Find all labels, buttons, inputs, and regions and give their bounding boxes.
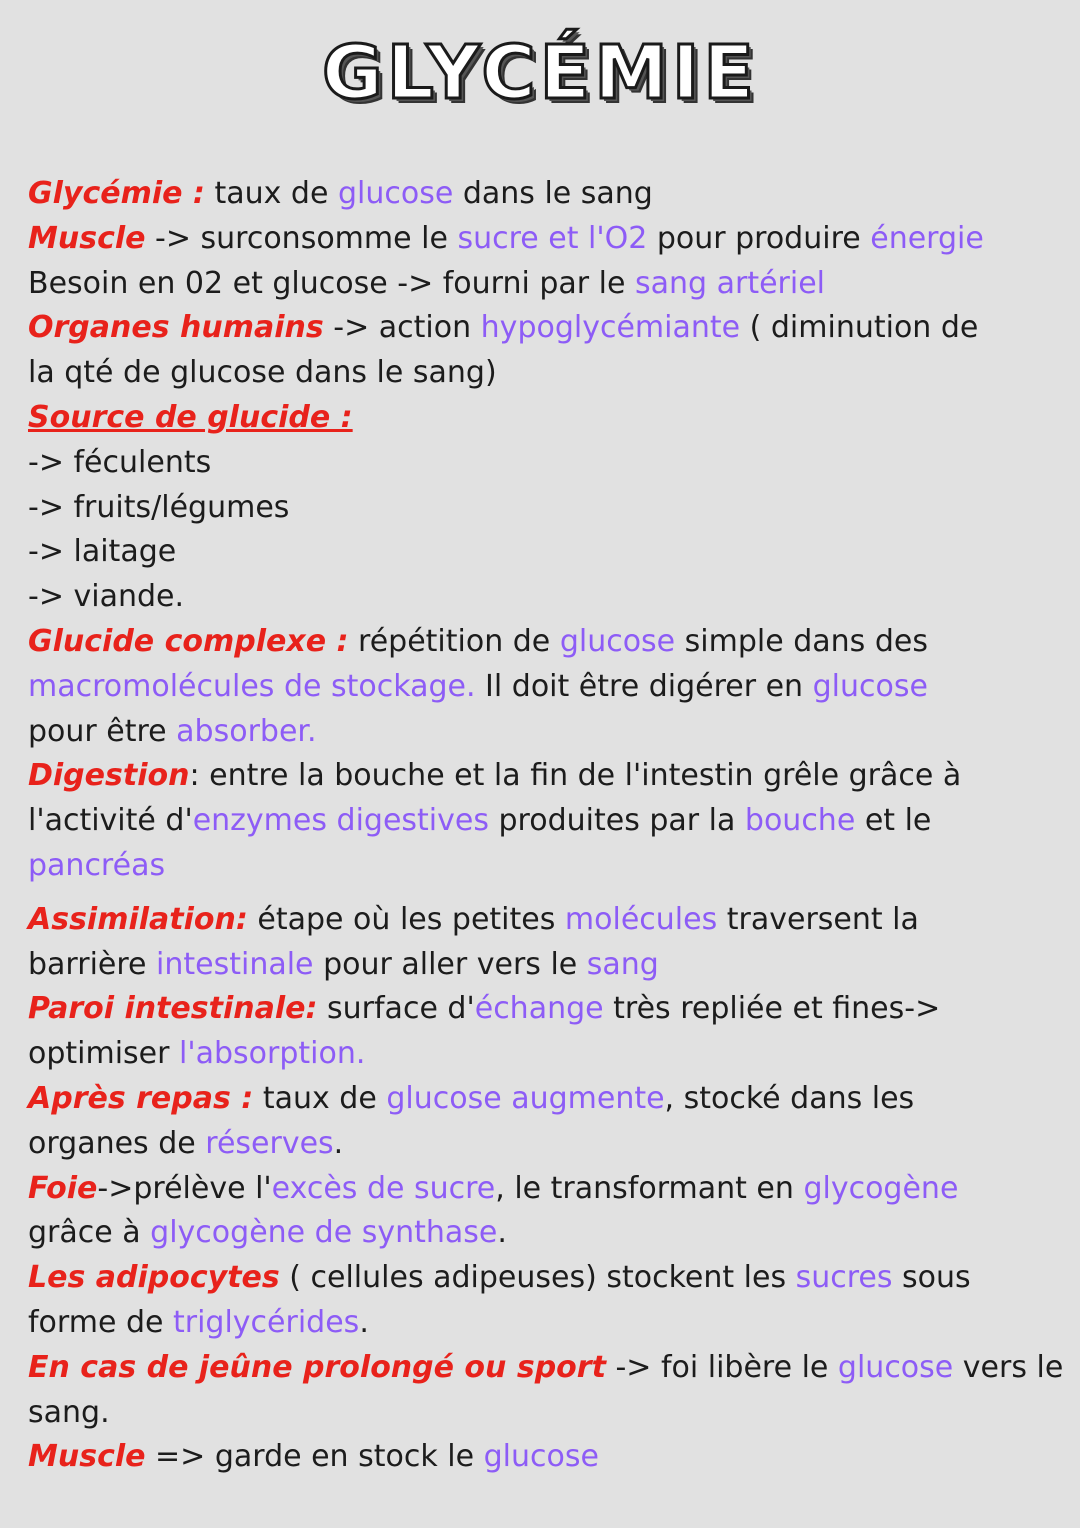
keyword: réserves: [205, 1125, 334, 1161]
keyword: macromolécules de stockage.: [28, 668, 476, 704]
line-besoin: [28, 262, 1068, 307]
keyword: glucose: [559, 623, 676, 659]
line-paroi: [28, 987, 1068, 1032]
term: Digestion: [28, 758, 190, 794]
page-title: GLYCÉMIE: [322, 30, 758, 116]
line-digestion: [28, 754, 1068, 799]
keyword: l'absorption.: [179, 1036, 366, 1072]
term: Organes humains: [28, 310, 324, 346]
term: Muscle: [28, 220, 146, 256]
line-organes-cont: [28, 351, 1068, 396]
text: -> féculents: [28, 444, 212, 480]
text: : entre la bouche et la fin de l'intestin grêle grâce à: [189, 758, 962, 794]
line-adipocytes: [28, 1256, 1068, 1301]
line-foie: [28, 1167, 1068, 1212]
text: produites par la: [488, 803, 745, 839]
line-digestion-cont: [28, 799, 1068, 844]
list-item: [28, 575, 1068, 620]
keyword: sang: [586, 946, 659, 982]
text: -> laitage: [28, 534, 177, 570]
term: Les adipocytes: [28, 1260, 280, 1296]
line-jeune-cont: [28, 1391, 1068, 1436]
text: -> viande.: [28, 579, 185, 615]
line-apres-repas-cont: [28, 1122, 1068, 1167]
line-organes: [28, 306, 1068, 351]
keyword: triglycérides: [172, 1304, 360, 1340]
text: Il doit être digérer en: [475, 668, 813, 704]
text: => garde en stock le: [145, 1439, 484, 1475]
keyword: glucose: [337, 176, 454, 211]
text: grâce à: [28, 1215, 151, 1251]
text: très repliée et fines->: [603, 991, 941, 1027]
text: pour être: [28, 713, 177, 749]
text: -> surconsomme le: [145, 220, 458, 256]
term: Muscle: [28, 1439, 146, 1475]
text: et le: [855, 803, 932, 839]
text: organes de: [28, 1125, 206, 1161]
line-glucide-end: [28, 710, 1068, 755]
text: surface d': [317, 991, 475, 1027]
text: étape où les petites: [247, 901, 565, 937]
line-glucide-complexe: [28, 620, 1068, 665]
keyword: échange: [474, 991, 604, 1027]
line-adipocytes-cont: [28, 1301, 1068, 1346]
section-heading: Source de glucide :: [28, 399, 353, 435]
text: traversent la: [717, 901, 919, 937]
line-jeune: [28, 1346, 1068, 1391]
line-foie-cont: [28, 1211, 1068, 1256]
text: forme de: [28, 1304, 173, 1340]
text: .: [359, 1304, 369, 1340]
text: pour produire: [647, 220, 871, 256]
text: la qté de glucose dans le sang): [28, 355, 497, 391]
text: l'activité d': [28, 803, 193, 839]
line-assimilation-cont: [28, 943, 1068, 988]
list-item: [28, 486, 1068, 531]
line-muscle: [28, 217, 1068, 262]
keyword: absorber.: [176, 713, 317, 749]
term: Assimilation:: [28, 901, 248, 937]
text: , stocké dans les: [664, 1080, 915, 1116]
line-glucide-cont: [28, 665, 1068, 710]
line-glycemie-definition: [28, 172, 1068, 217]
keyword: enzymes digestives: [192, 803, 489, 839]
line-paroi-cont: [28, 1032, 1068, 1077]
keyword: énergie: [870, 220, 984, 256]
text: dans le sang: [453, 176, 653, 211]
keyword: bouche: [744, 803, 856, 839]
text: ->prélève l': [97, 1170, 272, 1206]
text: -> fruits/légumes: [28, 489, 290, 525]
keyword: sang artériel: [635, 265, 826, 301]
term: Glycémie :: [28, 176, 205, 211]
term: Paroi intestinale:: [28, 991, 318, 1027]
term: Après repas :: [28, 1080, 254, 1116]
line-source-heading: [28, 396, 1068, 441]
keyword: molécules: [564, 901, 718, 937]
keyword: hypoglycémiante: [480, 310, 741, 346]
text: optimiser: [28, 1036, 180, 1072]
text: -> action: [323, 310, 481, 346]
list-item: [28, 441, 1068, 486]
text: Besoin en 02 et glucose -> fourni par le: [28, 265, 635, 301]
notes-body: [28, 172, 1068, 1480]
text: -> foi libère le: [605, 1349, 838, 1385]
text: .: [333, 1125, 344, 1161]
text: répétition de: [348, 623, 560, 659]
keyword: glucose augmente: [386, 1080, 665, 1116]
keyword: sucres: [795, 1260, 893, 1296]
term: Foie: [28, 1170, 98, 1206]
line-muscle-stock: [28, 1435, 1068, 1480]
text: ( diminution de: [740, 310, 979, 346]
text: sous: [892, 1260, 971, 1296]
keyword: intestinale: [156, 946, 314, 982]
keyword: glycogène de synthase: [150, 1215, 498, 1251]
text: , le transformant en: [495, 1170, 804, 1206]
keyword: glucose: [812, 668, 928, 704]
keyword: sucre et l'O2: [457, 220, 648, 256]
line-assimilation: [28, 898, 1068, 943]
list-item: [28, 530, 1068, 575]
keyword: pancréas: [28, 847, 166, 883]
keyword: excès de sucre: [271, 1170, 496, 1206]
text: ( cellules adipeuses) stockent les: [279, 1260, 796, 1296]
keyword: glucose: [483, 1439, 599, 1475]
text: pour aller vers le: [313, 946, 587, 982]
text: sang.: [28, 1394, 110, 1430]
line-digestion-end: [28, 844, 1068, 889]
text: simple dans des: [675, 623, 928, 659]
text: .: [497, 1215, 507, 1251]
text: taux de: [204, 176, 338, 211]
keyword: glucose: [837, 1349, 954, 1385]
text: taux de: [253, 1080, 387, 1116]
text: barrière: [28, 946, 157, 982]
term: Glucide complexe :: [28, 623, 349, 659]
term: En cas de jeûne prolongé ou sport: [28, 1349, 606, 1385]
line-apres-repas: [28, 1077, 1068, 1122]
text: vers le: [953, 1349, 1064, 1385]
keyword: glycogène: [803, 1170, 959, 1206]
